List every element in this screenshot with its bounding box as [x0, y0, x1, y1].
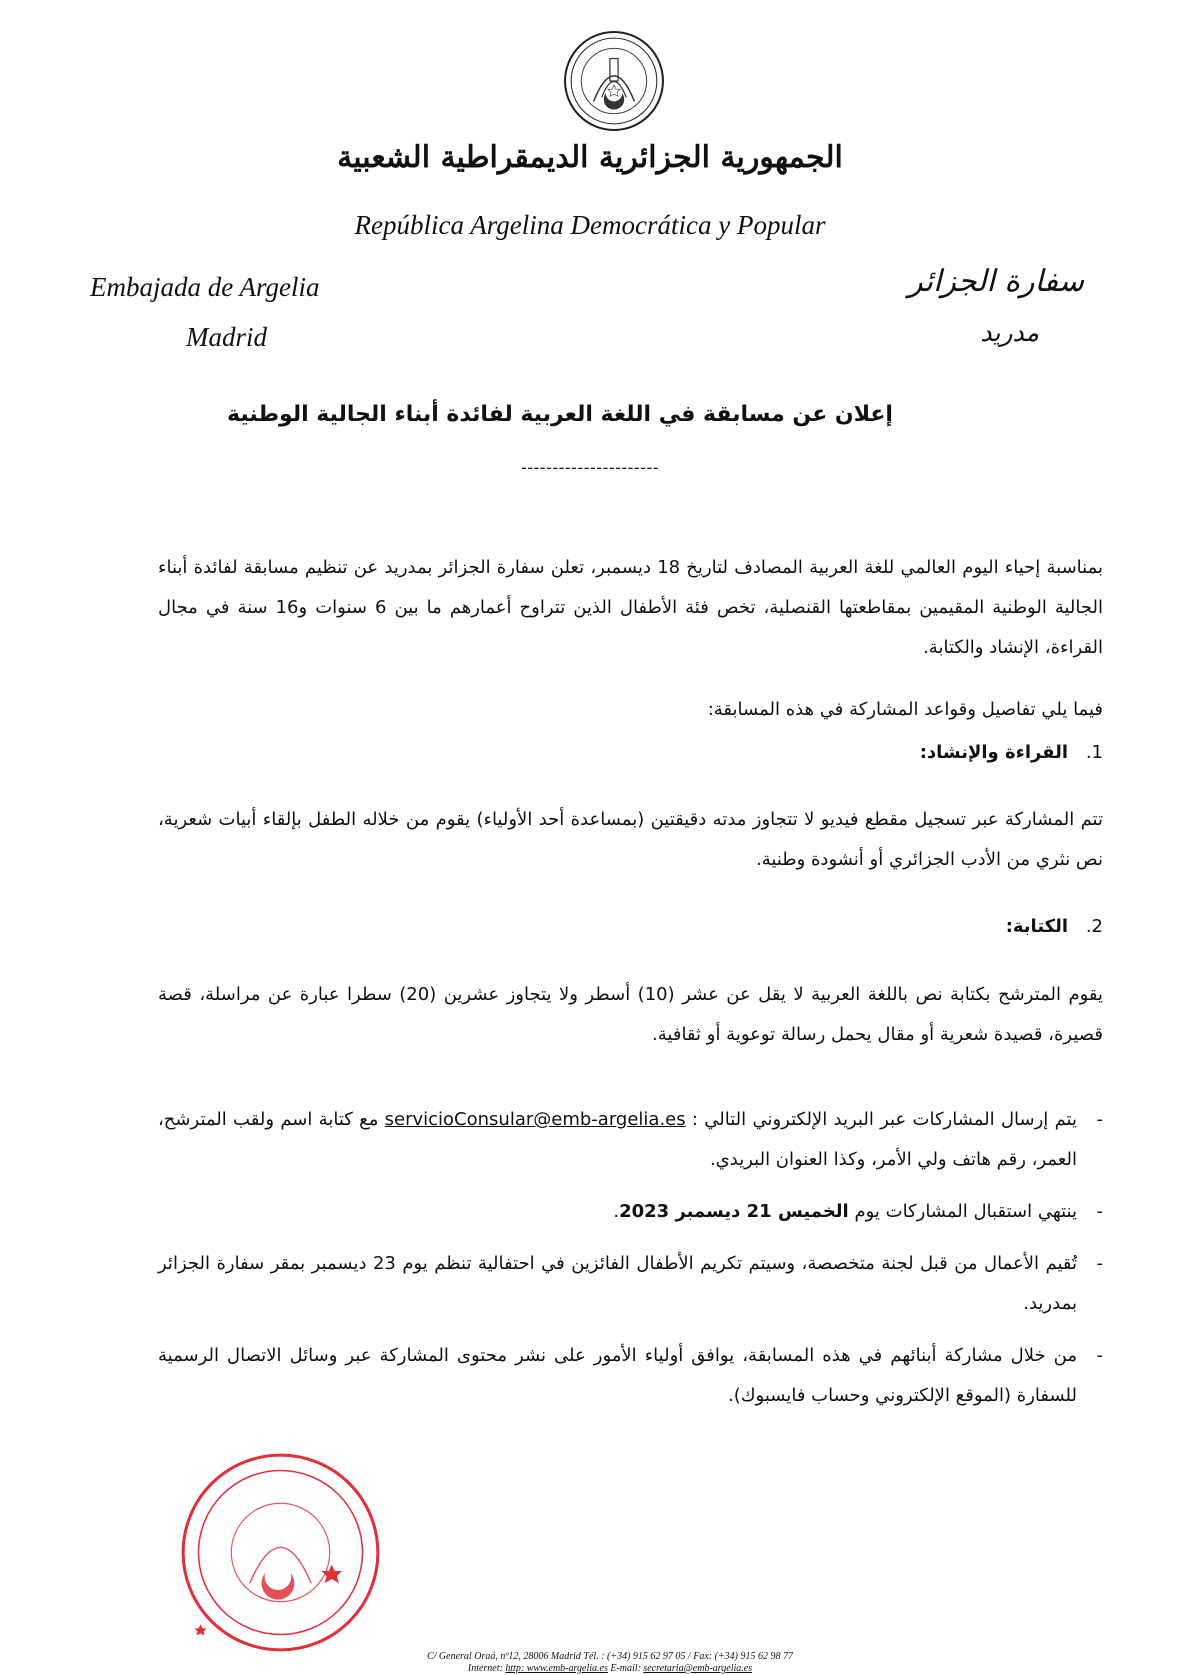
section-2-number: 2. — [1085, 916, 1103, 937]
embassy-name-spanish: Embajada de Argelia — [90, 272, 320, 302]
rule-item-publication-consent: - من خلال مشاركة أبنائهم في هذه المسابقة، يوافق أولياء الأمور على نشر محتوى المشاركة عبر وسائل الاتصال الرسمية للسفارة (الموقع الإلكتروني وحساب فايسبوك). — [158, 1336, 1103, 1416]
section-1-title: القراءة والإنشاد: — [919, 742, 1069, 763]
rule-item-deadline — [158, 1192, 1103, 1232]
consular-email-link[interactable]: servicioConsular@emb-argelia.es — [384, 1109, 686, 1130]
secretariat-email-link[interactable]: secretaria@emb-argelia.es — [643, 1663, 753, 1674]
footer-contact-line — [340, 1663, 880, 1675]
rule-1-text-start: يتم إرسال المشاركات عبر البريد الإلكتروني التالي : — [685, 1109, 1078, 1130]
deadline-date: الخميس 21 ديسمبر 2023 — [619, 1201, 849, 1222]
city-spanish: Madrid — [186, 322, 267, 352]
heading-separator: ---------------------- — [520, 458, 659, 477]
embassy-name-arabic: سفارة الجزائر — [908, 264, 1084, 299]
internet-label: Internet: — [467, 1663, 506, 1674]
republic-title-spanish: República Argelina Democrática y Popular — [354, 210, 826, 240]
intro-paragraph: بمناسبة إحياء اليوم العالمي للغة العربية المصادف لتاريخ 18 ديسمبر، تعلن سفارة الجزائر بمدريد عن تنظيم مسابقة لفائدة أبناء الجالية الوطنية المقيمين بمقاطعتها القنصلية، تخص فئة الأطفال الذين تتراوح أعمارهم ما بين 6 سنوات و16 سنة في مجال القراءة، الإنشاد والكتابة. — [158, 557, 1103, 658]
section-2-heading — [1006, 916, 1103, 937]
footer-address — [340, 1651, 880, 1675]
section-2-title: الكتابة: — [1005, 916, 1069, 937]
intro-continuation: فيما يلي تفاصيل وقواعد المشاركة في هذه المسابقة: — [707, 699, 1103, 720]
rule-item-evaluation: - تُقيم الأعمال من قبل لجنة متخصصة، وسيتم تكريم الأطفال الفائزين في احتفالية تنظم يوم 23 ديسمبر بمقر سفارة الجزائر بمدريد. — [158, 1244, 1103, 1324]
rules-list — [158, 1100, 1103, 1428]
announcement-heading: إعلان عن مسابقة في اللغة العربية لفائدة أبناء الجالية الوطنية — [227, 402, 893, 427]
rule-1-text-end: مع كتابة اسم ولقب المترشح، العمر، رقم هاتف ولي الأمر، وكذا العنوان البريدي. — [158, 1109, 1077, 1170]
email-label: E-mail: — [607, 1663, 644, 1674]
republic-title-arabic: الجمهورية الجزائرية الديمقراطية الشعبية — [337, 140, 843, 175]
rule-item-submission-email — [158, 1100, 1103, 1180]
footer-address-line: C/ General Oraá, nº12, 28006 Madrid Tél. : (+34) 915 62 97 05 / Fax: (+34) 915 62 98 77 — [426, 1651, 793, 1662]
national-emblem-seal — [563, 30, 665, 132]
section-1-heading — [920, 742, 1103, 763]
city-arabic: مدريد — [980, 318, 1039, 347]
embassy-stamp — [178, 1450, 383, 1655]
rule-2-text-start: ينتهي استقبال المشاركات يوم — [848, 1201, 1077, 1222]
section-1-number: 1. — [1085, 742, 1103, 763]
website-link[interactable]: http: www.emb-argelia.es — [505, 1663, 608, 1674]
rule-2-text-end: . — [613, 1201, 620, 1222]
section-1-text: تتم المشاركة عبر تسجيل مقطع فيديو لا تتجاوز مدته دقيقتين (بمساعدة أحد الأولياء) يقوم من خلاله الطفل بإلقاء أبيات شعرية، نص نثري من الأدب الجزائري أو أنشودة وطنية. — [158, 809, 1103, 870]
section-2-text: يقوم المترشح بكتابة نص باللغة العربية لا يقل عن عشر (10) أسطر ولا يتجاوز عشرين (20) سطرا عبارة عن مراسلة، قصة قصيرة، قصيدة شعرية أو مقال يحمل رسالة توعوية أو ثقافية. — [158, 984, 1104, 1045]
